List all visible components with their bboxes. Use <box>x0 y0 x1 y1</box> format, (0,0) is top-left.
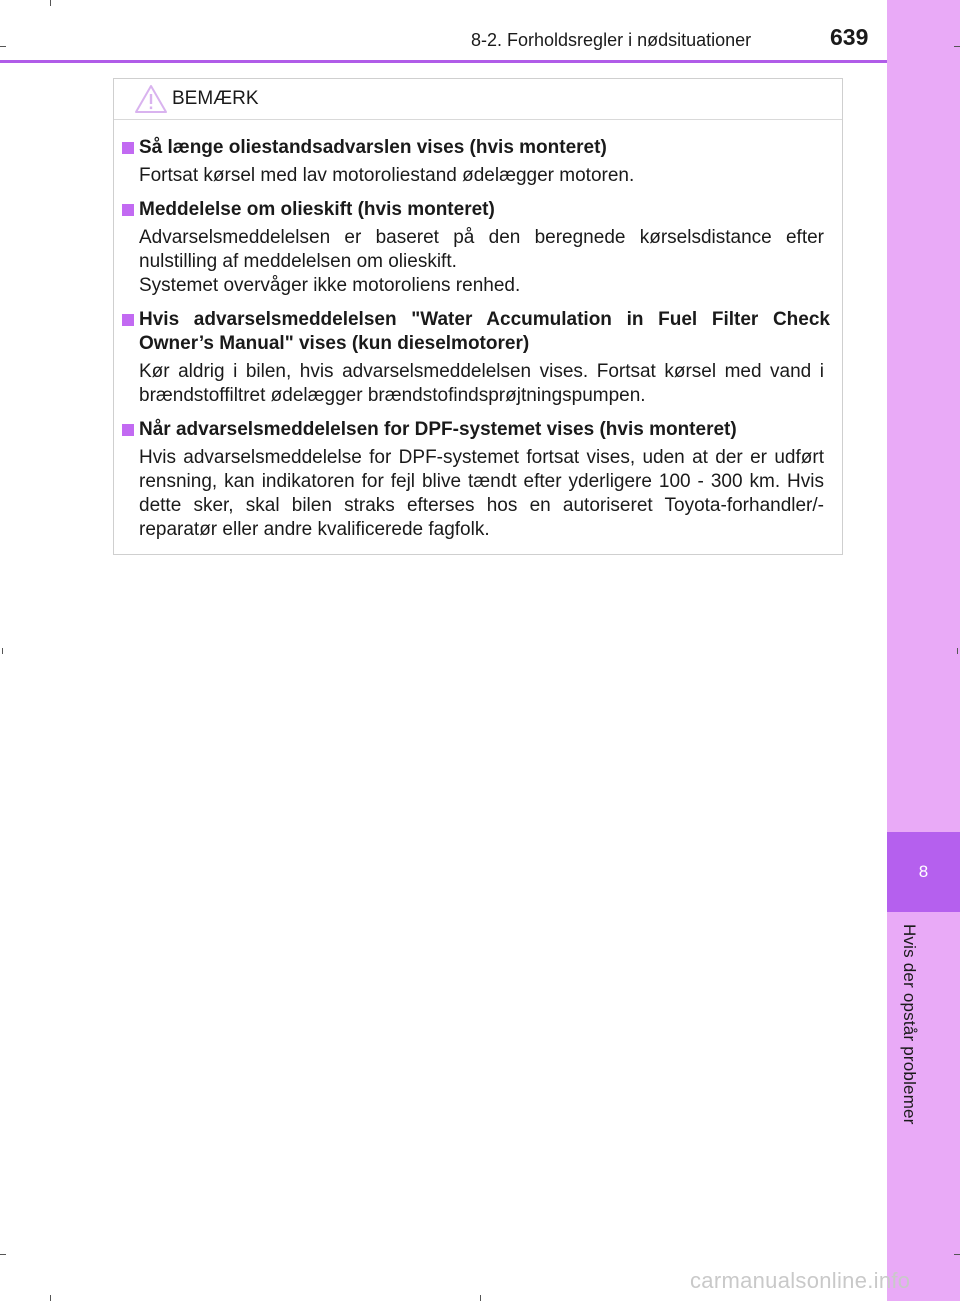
crop-mark <box>954 1254 960 1255</box>
square-bullet-icon <box>122 204 134 216</box>
section-text <box>122 226 830 298</box>
paragraph: Hvis advarselsmeddelelse for DPF-systemet fortsat vises, uden at der er udført rensning, kan indikatoren for fejl blive tændt efter yderligere 100 - 300 km. Hvis dette sker, skal bilen straks efterses hos en autoriseret Toyota-forhandler/-reparatør eller andre kvalificerede fagfolk. <box>139 447 824 540</box>
paragraph: Advarselsmeddelelsen er baseret på den beregnede kørselsdistance efter nulstilling af meddelelsen om olieskift. <box>139 227 824 272</box>
crop-mark <box>480 1295 481 1301</box>
caution-note-box <box>113 78 843 555</box>
section-text <box>122 164 830 188</box>
note-section <box>122 418 830 542</box>
section-text <box>122 446 830 542</box>
page-header <box>0 0 887 62</box>
chapter-title: Hvis der opstår problemer <box>900 924 919 1125</box>
crop-mark <box>2 648 3 654</box>
section-text <box>122 360 830 408</box>
section-heading-text: Så længe oliestandsadvarslen vises (hvis monteret) <box>139 137 607 158</box>
warning-triangle-icon <box>134 84 168 114</box>
section-title: 8-2. Forholdsregler i nødsituationer <box>471 30 752 50</box>
section-heading <box>122 418 830 442</box>
note-body <box>114 120 842 542</box>
note-section <box>122 136 830 188</box>
crop-mark <box>954 46 960 47</box>
crop-mark <box>957 648 958 654</box>
note-section <box>122 198 830 298</box>
crop-mark <box>0 1254 6 1255</box>
paragraph: Systemet overvåger ikke motoroliens renhed. <box>139 275 521 296</box>
note-title: BEMÆRK <box>172 88 259 109</box>
crop-mark <box>50 0 51 6</box>
paragraph: Kør aldrig i bilen, hvis advarselsmeddelelsen vises. Fortsat kørsel med vand i brændstoffiltret ødelægger brændstofindsprøjtningspumpen. <box>139 361 824 406</box>
section-heading-text: Meddelelse om olieskift (hvis monteret) <box>139 199 495 220</box>
crop-mark <box>50 1295 51 1301</box>
note-section <box>122 308 830 408</box>
watermark: carmanualsonline.info <box>690 1268 911 1293</box>
square-bullet-icon <box>122 142 134 154</box>
square-bullet-icon <box>122 314 134 326</box>
page-number: 639 <box>830 24 869 50</box>
section-heading <box>122 308 830 356</box>
paragraph: Fortsat kørsel med lav motoroliestand ødelægger motoren. <box>139 165 635 186</box>
section-heading <box>122 198 830 222</box>
header-rule <box>0 60 887 63</box>
chapter-number: 8 <box>918 862 929 881</box>
section-heading-text: Hvis advarselsmeddelelsen "Water Accumulation in Fuel Filter Check Owner’s Manual" vises (kun dieselmotorer) <box>139 309 830 354</box>
square-bullet-icon <box>122 424 134 436</box>
section-heading-text: Når advarselsmeddelelsen for DPF-systemet vises (hvis monteret) <box>139 419 737 440</box>
section-heading <box>122 136 830 160</box>
note-header <box>114 79 842 120</box>
chapter-box <box>887 832 960 912</box>
crop-mark <box>0 46 6 47</box>
